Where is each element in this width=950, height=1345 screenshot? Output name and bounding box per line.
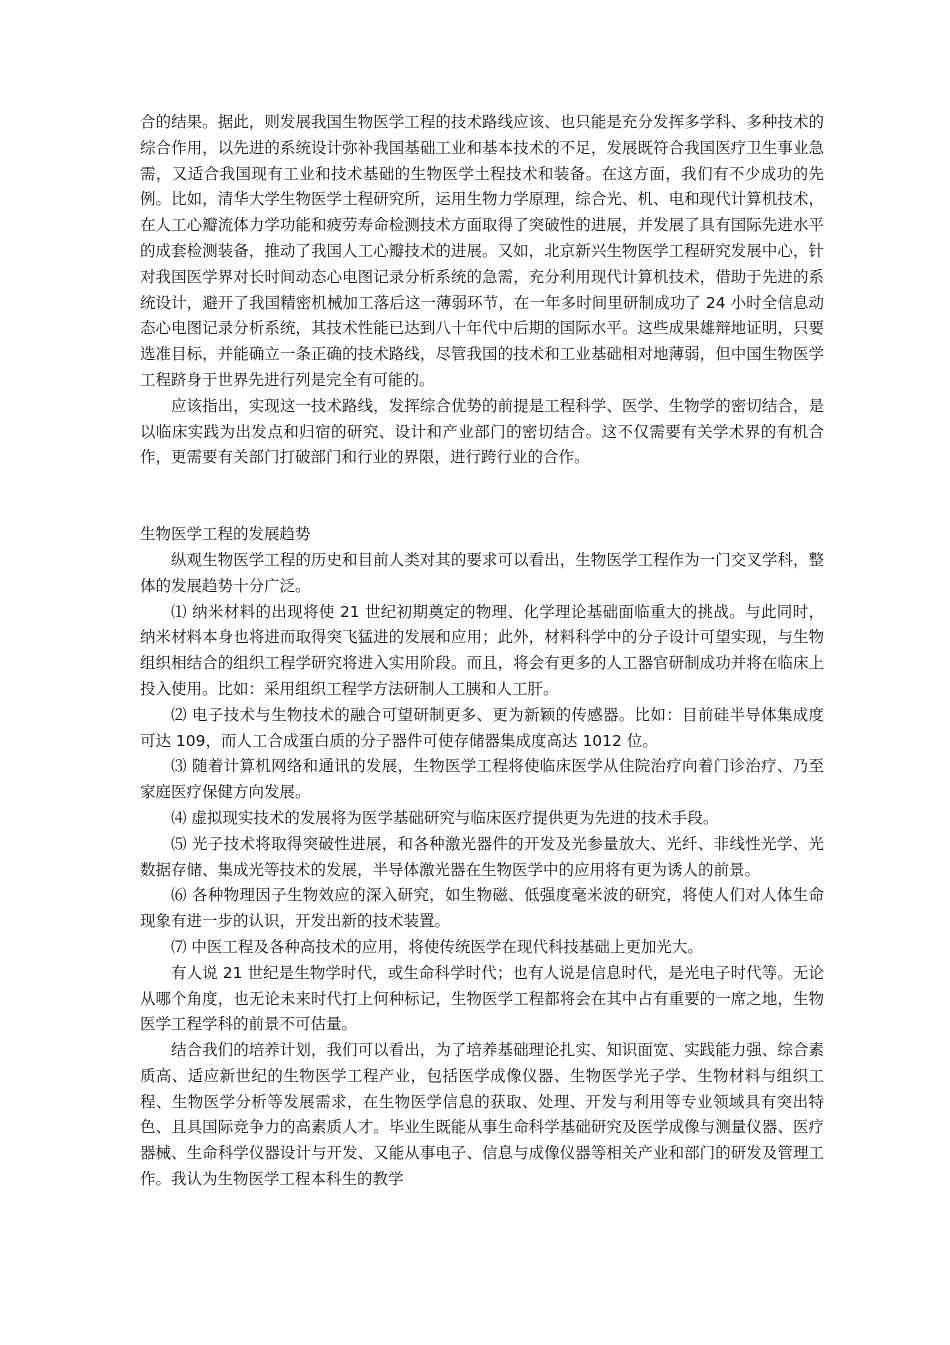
paragraph-technical-route: 合的结果。据此，则发展我国生物医学工程的技术路线应该、也只能是充分发挥多学科、多种技术的综合作用，以先进的系统设计弥补我国基础工业和基本技术的不足，发展既符合我国医疗卫生事业急需，又适合我国现有工业和技术基础的生物医学土程技术和装备。在这方面，我们有不少成功的先例。比如，清华大学生物医学土程研究所，运用生物力学原理，综合光、机、电和现代计算机技术，在人工心瓣流体力学功能和疲劳寿命检测技术方面取得了突破性的进展，并发展了具有国际先进水平的成套检测装备，推动了我国人工心瓣技术的进展。又如，北京新兴生物医学工程研究发展中心，针对我国医学界对长时间动态心电图记录分析系统的急需，充分利用现代计算机技术，借助于先进的系统设计，避开了我国精密机械加工落后这一薄弱环节，在一年多时间里研制成功了 24 小时全信息动态心电图记录分析系统，其技术性能已达到八十年代中后期的国际水平。这些成果雄辩地证明，只要选准目标，并能确立一条正确的技术路线，尽管我国的技术和工业基础相对地薄弱，但中国生物医学工程跻身于世界先进行列是完全有可能的。: [140, 113, 824, 389]
list-item: ⑺ 中医工程及各种高技术的应用，将使传统医学在现代科技基础上更加光大。: [171, 937, 703, 956]
list-item: ⑹ 各种物理因子生物效应的深入研究，如生物磁、低强度毫米波的研究，将使人们对人体生命现象有进一步的认识，开发出新的技术装置。: [140, 886, 824, 931]
paragraph-training-plan: 结合我们的培养计划，我们可以看出，为了培养基础理论扎实、知识面宽、实践能力强、综合素质高、适应新世纪的生物医学工程产业，包括医学成像仪器、生物医学光子学、生物材料与组织工程、生物医学分析等发展需求，在生物医学信息的获取、处理、开发与利用等专业领域具有突出特色、且具国际竞争力的高素质人才。毕业生既能从事生命科学基础研究及医学成像与测量仪器、医疗器械、生命科学仪器设计与开发、又能从事电子、信息与成像仪器等相关产业和部门的研发及管理工作。我认为生物医学工程本科生的教学: [140, 1041, 824, 1189]
list-item: ⑶ 随着计算机网络和通讯的发展，生物医学工程将使临床医学从住院治疗向着门诊治疗、乃至家庭医疗保健方向发展。: [140, 757, 824, 802]
list-item: ⑵ 电子技术与生物技术的融合可望研制更多、更为新颖的传感器。比如：目前硅半导体集成度可达 109，而人工合成蛋白质的分子器件可使存储器集成度高达 1012 位。: [140, 705, 824, 750]
section-gap: [140, 471, 824, 522]
paragraph-integration: 应该指出，实现这一技术路线，发挥综合优势的前提是工程科学、医学、生物学的密切结合，是以临床实践为出发点和归宿的研究、设计和产业部门的密切结合。这不仅需要有关学术界的有机合作，更需要有关部门打破部门和行业的界限，进行跨行业的合作。: [140, 396, 824, 467]
list-item: ⑷ 虚拟现实技术的发展将为医学基础研究与临床医疗提供更为先进的技术手段。: [171, 808, 719, 827]
paragraph-21st-century: 有人说 21 世纪是生物学时代，或生命科学时代；也有人说是信息时代，是光电子时代等。无论从哪个角度，也无论未来时代打上何种标记，生物医学工程都将会在其中占有重要的一席之地，生物医学工程学科的前景不可估量。: [140, 963, 824, 1034]
list-item: ⑴ 纳米材料的出现将使 21 世纪初期奠定的物理、化学理论基础面临重大的挑战。与此同时，纳米材料本身也将进而取得突飞猛进的发展和应用；此外，材料科学中的分子设计可望实现，与生物组织相结合的组织工程学研究将进入实用阶段。而且，将会有更多的人工器官研制成功并将在临床上投入使用。比如：采用组织工程学方法研制人工胰和人工肝。: [140, 602, 824, 698]
section-intro: 纵观生物医学工程的历史和目前人类对其的要求可以看出，生物医学工程作为一门交叉学科，整体的发展趋势十分广泛。: [140, 550, 824, 595]
document-body: [140, 110, 824, 1193]
section-heading: 生物医学工程的发展趋势: [140, 525, 311, 544]
list-item: ⑸ 光子技术将取得突破性进展，和各种激光器件的开发及光参量放大、光纤、非线性光学、光数据存储、集成光等技术的发展，半导体激光器在生物医学中的应用将有更为诱人的前景。: [140, 834, 824, 879]
